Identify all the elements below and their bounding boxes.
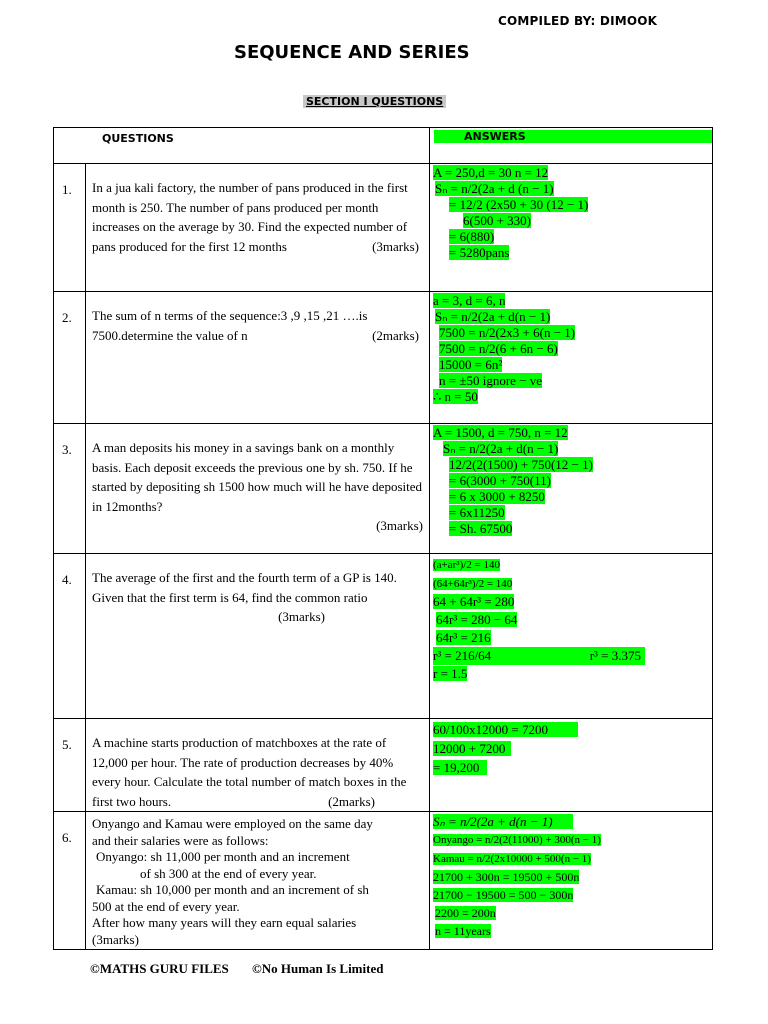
question-number: 2. xyxy=(54,292,86,424)
answer-cell xyxy=(430,812,713,950)
answer-cell xyxy=(430,292,713,424)
questions-table xyxy=(53,127,713,950)
table-header-row xyxy=(54,128,713,164)
question-number: 5. xyxy=(54,719,86,812)
question-marks: (2marks) xyxy=(372,327,420,343)
question-body: A machine starts production of matchboxes at the rate of 12,000 per hour. The rate of production decreases by 40% every hour. Calculate the total number of match boxes in the first two hours. xyxy=(92,735,407,809)
answer-line: 12000 + 7200 xyxy=(433,741,511,756)
question-number: 3. xyxy=(54,424,86,554)
answer-line: r³ = 216/64 xyxy=(433,648,492,663)
questions-header: QUESTIONS xyxy=(54,128,430,164)
question-line: After how many years will they earn equal salaries xyxy=(92,915,357,930)
answer-line: ∴ n = 50 xyxy=(433,389,478,404)
answer-line: a = 3, d = 6, n xyxy=(433,293,506,308)
answer-line: 60/100x12000 = 7200 xyxy=(433,722,578,737)
answer-line: 15000 = 6n² xyxy=(439,357,503,372)
footer xyxy=(90,961,403,977)
answer-line: 2200 = 200n xyxy=(435,906,496,920)
answer-line: = Sh. 67500 xyxy=(449,521,513,536)
table-row xyxy=(54,164,713,292)
question-text xyxy=(86,292,430,424)
question-text xyxy=(86,554,430,719)
question-text xyxy=(86,812,430,950)
answer-line: = 19,200 xyxy=(433,760,487,775)
answer-line: 7500 = n/2(2x3 + 6(n − 1) xyxy=(439,325,576,340)
table-row xyxy=(54,554,713,719)
section-title: SECTION I QUESTIONS xyxy=(303,95,446,108)
question-text xyxy=(86,719,430,812)
question-number: 6. xyxy=(54,812,86,950)
question-number: 4. xyxy=(54,554,86,719)
answer-line: r³ = 3.375 xyxy=(589,648,642,663)
footer-right: ©No Human Is Limited xyxy=(252,961,384,976)
answer-line: Onyango = n/2(2(11000) + 300(n − 1) xyxy=(433,834,601,846)
answer-cell xyxy=(430,719,713,812)
question-line: Kamau: sh 10,000 per month and an increment of sh xyxy=(96,882,369,897)
answer-cell xyxy=(430,554,713,719)
question-line: Onyango: sh 11,000 per month and an increment xyxy=(96,849,350,864)
answer-line: Sₙ = n/2(2a + d(n − 1) xyxy=(443,441,559,456)
answer-line: 64r³ = 216 xyxy=(436,630,491,645)
answers-header-label: ANSWERS xyxy=(434,130,712,143)
answer-line: A = 250,d = 30 n = 12 xyxy=(433,165,549,180)
table-row xyxy=(54,424,713,554)
answers-header xyxy=(430,128,713,164)
page-title: SEQUENCE AND SERIES xyxy=(234,42,470,63)
question-line: and their salaries were as follows: xyxy=(92,832,269,848)
question-marks: (3marks) xyxy=(372,238,420,254)
answer-line: Kamau = n/2(2x10000 + 500(n − 1) xyxy=(433,853,591,865)
answer-line: = 6 x 3000 + 8250 xyxy=(449,489,545,504)
answer-line: Sₙ = n/2(2a + d (n − 1) xyxy=(435,181,554,196)
footer-left: ©MATHS GURU FILES xyxy=(90,961,229,976)
question-marks: (3marks) xyxy=(376,518,424,533)
question-body: The average of the first and the fourth term of a GP is 140. Given that the first term is 64, find the common ratio xyxy=(92,570,397,605)
answer-line: r = 1.5 xyxy=(433,666,468,681)
question-marks: (2marks) xyxy=(328,793,376,809)
question-text xyxy=(86,164,430,292)
question-body: A man deposits his money in a savings bank on a monthly basis. Each deposit exceeds the previous one by sh. 750. If he started by depositing sh 1500 how much will he have deposited in 12months? xyxy=(92,440,423,514)
answer-line: = 6(3000 + 750(11) xyxy=(449,473,551,488)
answer-line: = 12/2 (2x50 + 30 (12 − 1) xyxy=(449,197,589,212)
answer-line: Sₙ = n/2(2a + d(n − 1) xyxy=(433,814,573,829)
question-marks: (3marks) xyxy=(92,931,139,947)
answer-line: 21700 + 300n = 19500 + 500n xyxy=(433,870,580,884)
table-row xyxy=(54,812,713,950)
answer-line: Sₙ = n/2(2a + d(n − 1) xyxy=(435,309,551,324)
question-text xyxy=(86,424,430,554)
answer-line: (64+64r³)/2 = 140 xyxy=(433,578,513,590)
question-line: Onyango and Kamau were employed on the same day xyxy=(92,816,373,831)
answer-line: 6(500 + 330) xyxy=(463,213,532,228)
answer-line: n = ±50 ignore − ve xyxy=(439,373,543,388)
answer-line: 12/2(2(1500) + 750(12 − 1) xyxy=(449,457,593,472)
answer-cell xyxy=(430,424,713,554)
answer-line: (a+ar³)/2 = 140 xyxy=(433,559,501,571)
answer-line: 64 + 64r³ = 280 xyxy=(433,594,515,609)
compiled-by: COMPILED BY: DIMOOK xyxy=(498,14,658,28)
question-line: 500 at the end of every year. xyxy=(92,898,240,914)
answer-line: A = 1500, d = 750, n = 12 xyxy=(433,425,568,440)
answer-line: 7500 = n/2(6 + 6n − 6) xyxy=(439,341,558,356)
answer-line: = 5280pans xyxy=(449,245,510,260)
answer-line: n = 11years xyxy=(435,924,491,938)
question-marks: (3marks) xyxy=(278,609,326,624)
table-row xyxy=(54,292,713,424)
answer-line: 64r³ = 280 − 64 xyxy=(436,612,518,627)
question-body: The sum of n terms of the sequence:3 ,9 ,15 ,21 ….is 7500.determine the value of n xyxy=(92,308,368,343)
question-body: In a jua kali factory, the number of pans produced in the first month is 250. The number of pans produced per month increases on the average by 30. Find the expected number of pans produced for the first 12 months xyxy=(92,180,408,254)
answer-line: = 6x11250 xyxy=(449,505,505,520)
answer-line: = 6(880) xyxy=(449,229,495,244)
answer-cell xyxy=(430,164,713,292)
question-line: of sh 300 at the end of every year. xyxy=(140,865,317,881)
table-row xyxy=(54,719,713,812)
answer-line: 21700 − 19500 = 500 − 300n xyxy=(433,888,574,902)
question-number: 1. xyxy=(54,164,86,292)
